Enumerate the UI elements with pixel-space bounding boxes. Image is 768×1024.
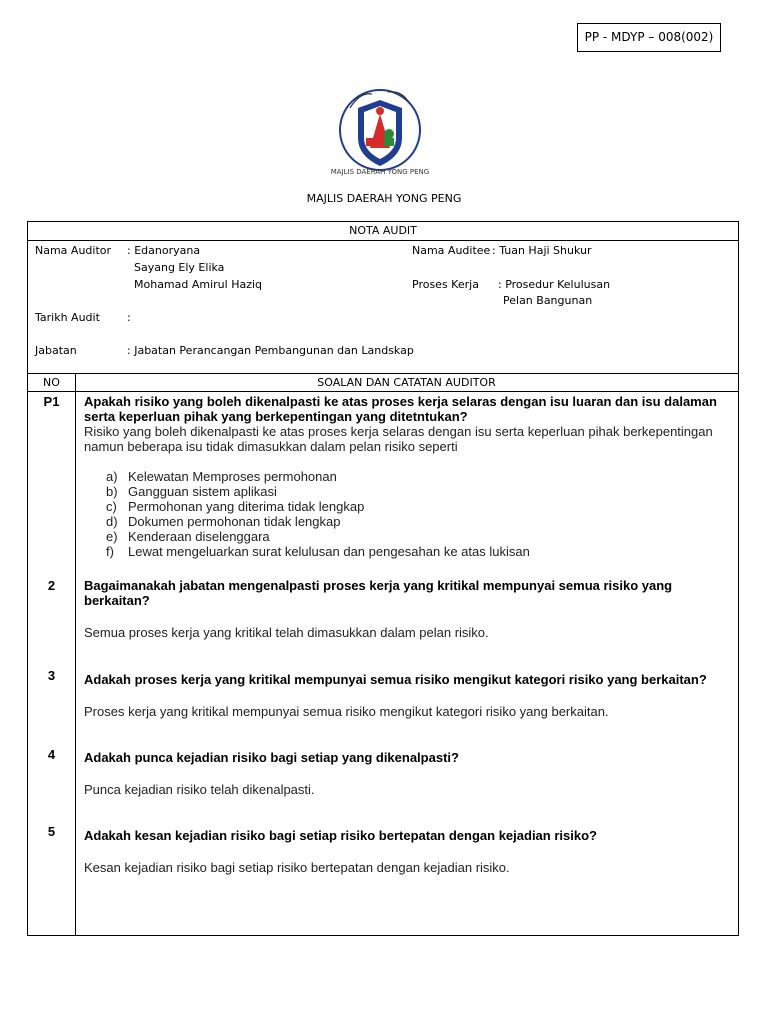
document-reference: PP - MDYP – 008(002) <box>577 23 721 52</box>
list-item: f) Lewat mengeluarkan surat kelulusan dan pengesahan ke atas lukisan <box>106 544 530 559</box>
list-item: c) Permohonan yang diterima tidak lengkap <box>106 499 365 514</box>
item-number: 5 <box>47 824 56 839</box>
item-number: 2 <box>47 578 56 593</box>
item-question: Apakah risiko yang boleh dikenalpasti ke atas proses kerja selaras dengan isu luaran dan isu dalaman serta keperluan pihak yang berkepentingan yang ditetntukan? <box>84 394 717 424</box>
list-item: b) Gangguan sistem aplikasi <box>106 484 277 499</box>
nama-auditor-label: Nama Auditor <box>35 244 112 257</box>
item-question: Adakah kesan kejadian risiko bagi setiap risiko bertepatan dengan kejadian risiko? <box>84 828 597 843</box>
proses-kerja-1: : Prosedur Kelulusan <box>498 278 611 291</box>
list-item: e) Kenderaan diselenggara <box>106 529 270 544</box>
audit-item <box>28 394 738 559</box>
audit-item <box>28 668 738 719</box>
nama-auditor-3: Mohamad Amirul Haziq <box>134 278 263 291</box>
jabatan-value: : Jabatan Perancangan Pembangunan dan Landskap <box>127 344 414 357</box>
audit-item <box>28 747 738 797</box>
table-header <box>28 374 738 392</box>
proses-kerja-2: Pelan Bangunan <box>503 294 593 307</box>
item-number: 3 <box>47 668 56 683</box>
item-answer: Punca kejadian risiko telah dikenalpasti. <box>84 782 315 797</box>
council-logo <box>330 78 430 178</box>
logo-text: MAJLIS DAERAH YONG PENG <box>330 168 430 176</box>
item-answer: Semua proses kerja yang kritikal telah dimasukkan dalam pelan risiko. <box>84 625 489 640</box>
nota-audit-title: NOTA AUDIT <box>28 222 738 241</box>
item-answer: Risiko yang boleh dikenalpasti ke atas proses kerja selaras dengan isu serta keperluan pihak berkepentingan namun beberapa isu tidak dimasukkan dalam pelan risiko seperti <box>84 424 713 454</box>
tarikh-audit-label: Tarikh Audit <box>35 311 100 324</box>
organization-name: MAJLIS DAERAH YONG PENG <box>306 192 462 205</box>
nama-auditee-value: : Tuan Haji Shukur <box>492 244 592 257</box>
risk-list <box>84 469 720 559</box>
nama-auditor-2: Sayang Ely Elika <box>134 261 225 274</box>
audit-info-section <box>28 241 738 374</box>
proses-kerja-label: Proses Kerja <box>412 278 479 291</box>
list-item: a) Kelewatan Memproses permohonan <box>106 469 337 484</box>
nama-auditee-label: Nama Auditee <box>412 244 491 257</box>
tarikh-audit-value: : <box>127 311 131 324</box>
item-number: P1 <box>43 394 60 409</box>
audit-item <box>28 578 738 640</box>
item-answer: Kesan kejadian risiko bagi setiap risiko bertepatan dengan kejadian risiko. <box>84 860 510 875</box>
item-number: 4 <box>47 747 56 762</box>
header-no: NO <box>43 376 60 389</box>
nama-auditor-1: : Edanoryana <box>127 244 201 257</box>
item-answer: Proses kerja yang kritikal mempunyai semua risiko mengikut kategori risiko yang berkaitan. <box>84 704 609 719</box>
header-title: SOALAN DAN CATATAN AUDITOR <box>317 376 496 389</box>
audit-item <box>28 824 738 875</box>
item-question: Bagaimanakah jabatan mengenalpasti proses kerja yang kritikal mempunyai semua risiko yang berkaitan? <box>84 578 673 608</box>
audit-note-table <box>27 221 739 936</box>
item-question: Adakah punca kejadian risiko bagi setiap yang dikenalpasti? <box>84 750 459 765</box>
jabatan-label: Jabatan <box>35 344 77 357</box>
list-item: d) Dokumen permohonan tidak lengkap <box>106 514 341 529</box>
item-question: Adakah proses kerja yang kritikal mempunyai semua risiko mengikut kategori risiko yang berkaitan? <box>84 672 707 687</box>
